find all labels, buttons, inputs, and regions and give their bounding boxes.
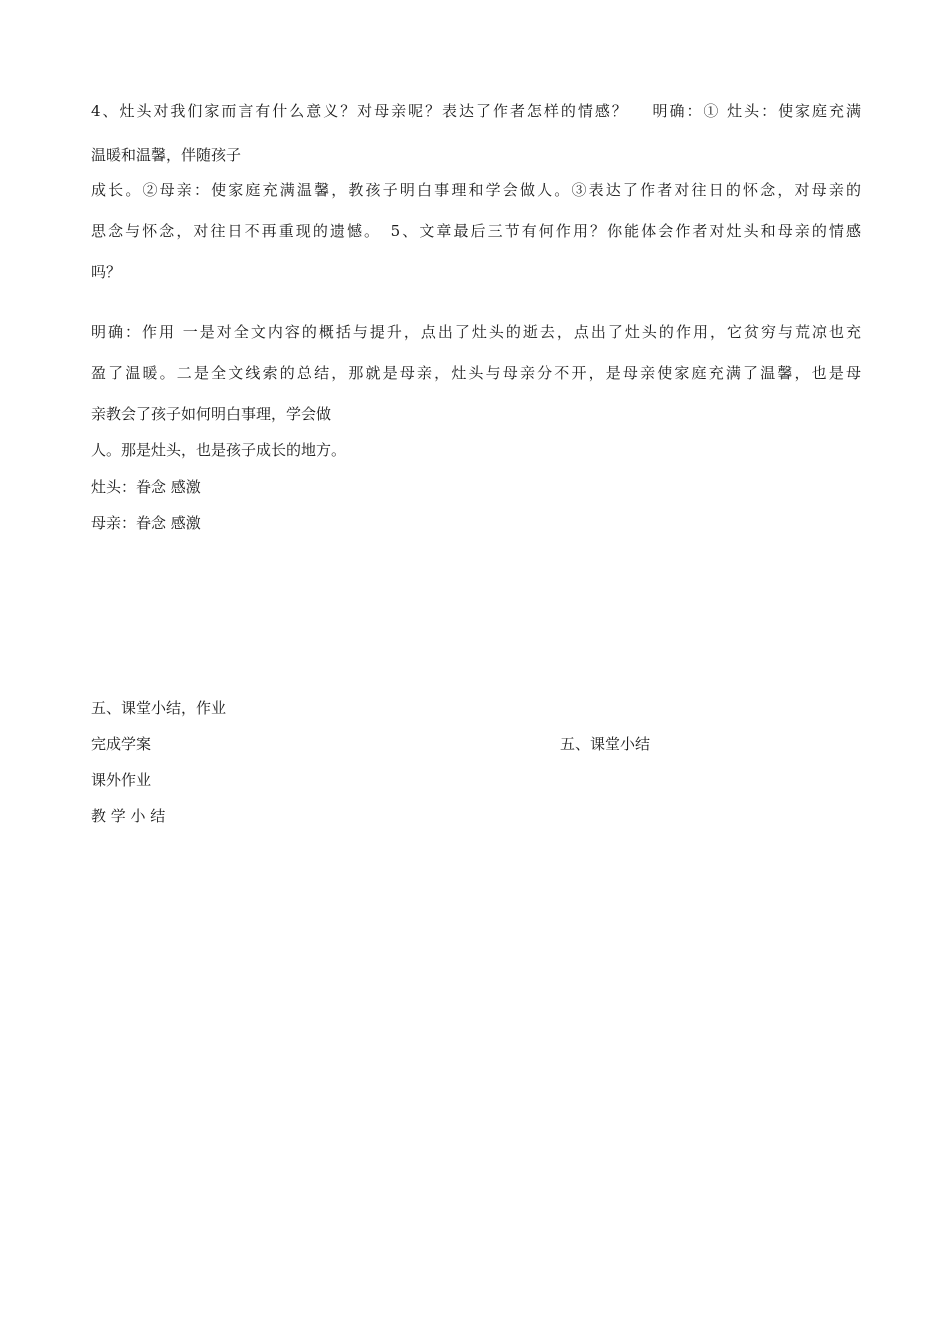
question-4-line-2: 温暖和温馨，伴随孩子 bbox=[91, 146, 242, 164]
section-5-right-heading: 五、课堂小结 bbox=[560, 735, 651, 753]
summary-muqin: 母亲：眷念 感激 bbox=[91, 514, 201, 532]
task-complete-worksheet: 完成学案 bbox=[91, 735, 152, 753]
answer-4-line-4: 思念与怀念，对往日不再重现的遗憾。 5、文章最后三节有何作用？你能体会作者对灶头和母亲的情感 bbox=[91, 222, 861, 240]
answer-5-line-3: 亲教会了孩子如何明白事理，学会做 bbox=[91, 405, 332, 423]
question-5-line-5: 吗？ bbox=[91, 263, 122, 281]
teaching-summary-label: 教 学 小 结 bbox=[91, 807, 166, 825]
answer-5-line-1: 明确：作用 一是对全文内容的概括与提升，点出了灶头的逝去，点出了灶头的作用，它贫穷与荒凉也充 bbox=[91, 323, 861, 341]
question-4-line-1: 4、灶头对我们家而言有什么意义？对母亲呢？表达了作者怎样的情感？ 明确：① 灶头：使家庭充满 bbox=[91, 102, 861, 120]
answer-5-line-2: 盈了温暖。二是全文线索的总结，那就是母亲，灶头与母亲分不开，是母亲使家庭充满了温馨，也是母 bbox=[91, 364, 861, 382]
answer-5-line-4: 人。那是灶头，也是孩子成长的地方。 bbox=[91, 441, 347, 459]
section-5-heading: 五、课堂小结，作业 bbox=[91, 699, 227, 717]
homework-label: 课外作业 bbox=[91, 771, 152, 789]
summary-zaotou: 灶头：眷念 感激 bbox=[91, 478, 201, 496]
answer-4-line-3: 成长。②母亲：使家庭充满温馨，教孩子明白事理和学会做人。③表达了作者对往日的怀念，对母亲的 bbox=[91, 181, 861, 199]
